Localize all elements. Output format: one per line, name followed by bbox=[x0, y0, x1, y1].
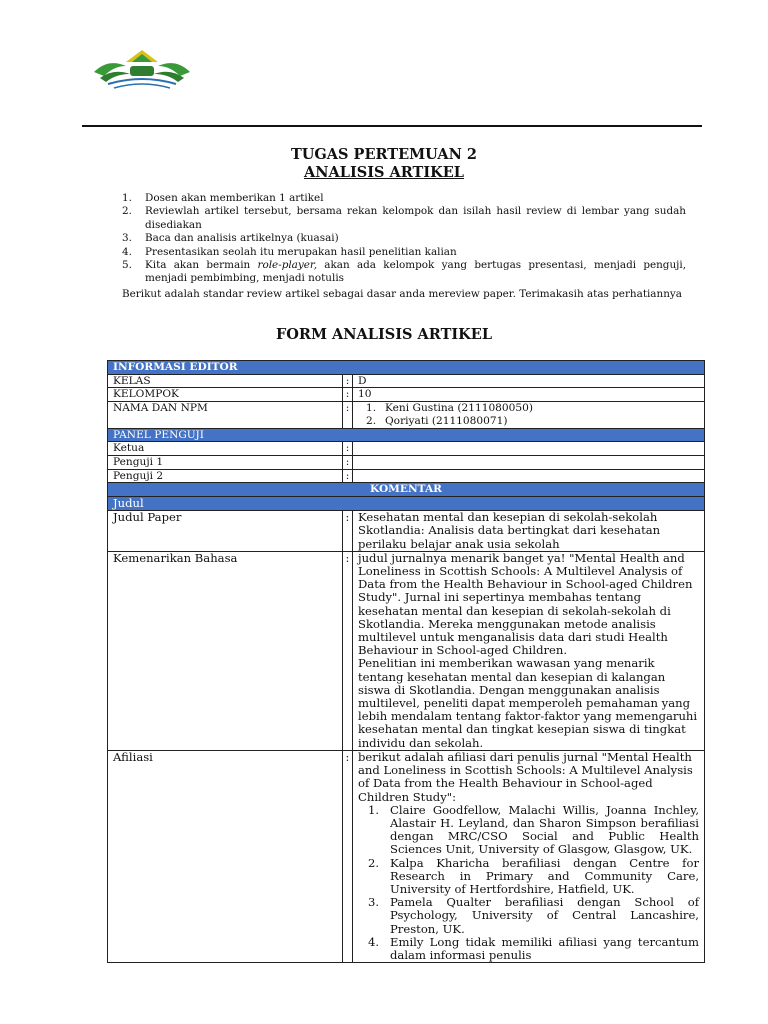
colon: : bbox=[343, 750, 353, 962]
list-item: 3. Baca dan analisis artikelnya (kuasai) bbox=[122, 232, 339, 245]
bahasa-value bbox=[353, 551, 705, 750]
penguji2-label: Penguji 2 bbox=[108, 469, 343, 483]
judul-paper-value: Kesehatan mental dan kesepian di sekolah-sekolah Skotlandia: Analisis data bertingkat dari kesehatan perilaku belajar anak usia sekolah bbox=[353, 511, 705, 552]
list-item: 1. Claire Goodfellow, Malachi Willis, Joanna Inchley, Alastair H. Leyland, dan Sharon Simpson berafiliasi dengan MRC/CSO Social and Public Health Sciences Unit, University of Glasgow, Glasgow, UK. bbox=[368, 802, 699, 857]
colon: : bbox=[343, 402, 353, 428]
judul-header-row bbox=[108, 497, 705, 511]
penguji1-label: Penguji 1 bbox=[108, 455, 343, 469]
kelas-value: D bbox=[353, 374, 705, 388]
afiliasi-value bbox=[353, 750, 705, 962]
afiliasi-label: Afiliasi bbox=[108, 750, 343, 962]
colon: : bbox=[343, 388, 353, 402]
table-row bbox=[108, 455, 705, 469]
colon: : bbox=[343, 374, 353, 388]
header-divider bbox=[82, 125, 702, 127]
judul-header: Judul bbox=[108, 497, 705, 511]
institution-logo bbox=[86, 44, 198, 90]
bahasa-paragraph-2: Penelitian ini memberikan wawasan yang menarik tentang kesehatan mental dan kesepian di kalangan siswa di Skotlandia. Dengan menggunakan analisis multilevel, peneliti dapat memperoleh pemahaman yang lebih mendalam tentang faktor-faktor yang memengaruhi kesehatan mental dan tingkat kesepian siswa di tingkat individu dan sekolah. bbox=[358, 656, 698, 750]
colon: : bbox=[343, 511, 353, 552]
list-item: 4. Emily Long tidak memiliki afiliasi yang tercantum dalam informasi penulis bbox=[368, 934, 699, 962]
list-item: 4. Presentasikan seolah itu merupakan hasil penelitian kalian bbox=[122, 245, 457, 258]
penguji2-value bbox=[353, 469, 705, 483]
editor-header: INFORMASI EDITOR bbox=[108, 361, 705, 375]
analysis-form-table bbox=[107, 360, 705, 963]
table-row bbox=[108, 551, 705, 750]
list-item: 2. Qoriyati (2111080071) bbox=[366, 414, 508, 427]
instruction-note: Berikut adalah standar review artikel sebagai dasar anda mereview paper. Terimakasih atas perhatiannya bbox=[122, 288, 682, 300]
komentar-header-row bbox=[108, 483, 705, 497]
kelas-label: KELAS bbox=[108, 374, 343, 388]
panel-header-row bbox=[108, 428, 705, 442]
table-row bbox=[108, 511, 705, 552]
bahasa-label: Kemenarikan Bahasa bbox=[108, 551, 343, 750]
table-row bbox=[108, 442, 705, 456]
list-item: 2. Reviewlah artikel tersebut, bersama rekan kelompok dan isilah hasil review di lembar yang sudah disediakan bbox=[122, 205, 686, 231]
bahasa-paragraph-1: judul jurnalnya menarik banget ya! "Mental Health and Loneliness in Scottish Schools: A Multilevel Analysis of Data from the Health Behaviour in School-aged Children Study". Jurnal ini sepertinya membahas tentang kesehatan mental dan kesepian di sekolah-sekolah di Skotlandia. Mereka menggunakan metode analisis multilevel untuk menganalisis data dari studi Health Behaviour in School-aged Children. bbox=[358, 550, 693, 658]
colon: : bbox=[343, 469, 353, 483]
kelompok-value: 10 bbox=[353, 388, 705, 402]
table-row bbox=[108, 374, 705, 388]
member-list bbox=[358, 402, 699, 427]
list-item: 5. Kita akan bermain role-player, akan ada kelompok yang bertugas presentasi, menjadi penguji, menjadi pembimbing, menjadi notulis bbox=[122, 259, 686, 285]
editor-header-row bbox=[108, 361, 705, 375]
komentar-header: KOMENTAR bbox=[108, 483, 705, 497]
list-item: 2. Kalpa Kharicha berafiliasi dengan Centre for Research in Primary and Community Care, University of Hertfordshire, Hatfield, UK. bbox=[368, 855, 699, 896]
kelompok-label: KELOMPOK bbox=[108, 388, 343, 402]
nama-label: NAMA DAN NPM bbox=[108, 402, 343, 428]
table-row bbox=[108, 402, 705, 428]
table-row bbox=[108, 388, 705, 402]
page-title: TUGAS PERTEMUAN 2 bbox=[290, 146, 478, 163]
table-row bbox=[108, 750, 705, 962]
table-row bbox=[108, 469, 705, 483]
penguji1-value bbox=[353, 455, 705, 469]
colon: : bbox=[343, 551, 353, 750]
colon: : bbox=[343, 442, 353, 456]
list-item: 1. Dosen akan memberikan 1 artikel bbox=[122, 192, 324, 204]
ketua-value bbox=[353, 442, 705, 456]
instruction-list bbox=[122, 192, 686, 286]
list-item: 3. Pamela Qualter berafiliasi dengan School of Psychology, University of Central Lancashire, Preston, UK. bbox=[368, 895, 699, 936]
form-title: FORM ANALISIS ARTIKEL bbox=[275, 326, 493, 343]
afiliasi-intro: berikut adalah afiliasi dari penulis jurnal "Mental Health and Loneliness in Scottish Schools: A Multilevel Analysis of Data from the Health Behaviour in School-aged Children Study": bbox=[358, 749, 693, 804]
afiliasi-list bbox=[358, 804, 699, 962]
list-item: 1. Keni Gustina (2111080050) bbox=[366, 402, 534, 415]
colon: : bbox=[343, 455, 353, 469]
members-cell bbox=[353, 402, 705, 428]
ketua-label: Ketua bbox=[108, 442, 343, 456]
panel-header: PANEL PENGUJI bbox=[108, 428, 705, 442]
judul-paper-label: Judul Paper bbox=[108, 511, 343, 552]
page-subtitle: ANALISIS ARTIKEL bbox=[304, 164, 464, 181]
